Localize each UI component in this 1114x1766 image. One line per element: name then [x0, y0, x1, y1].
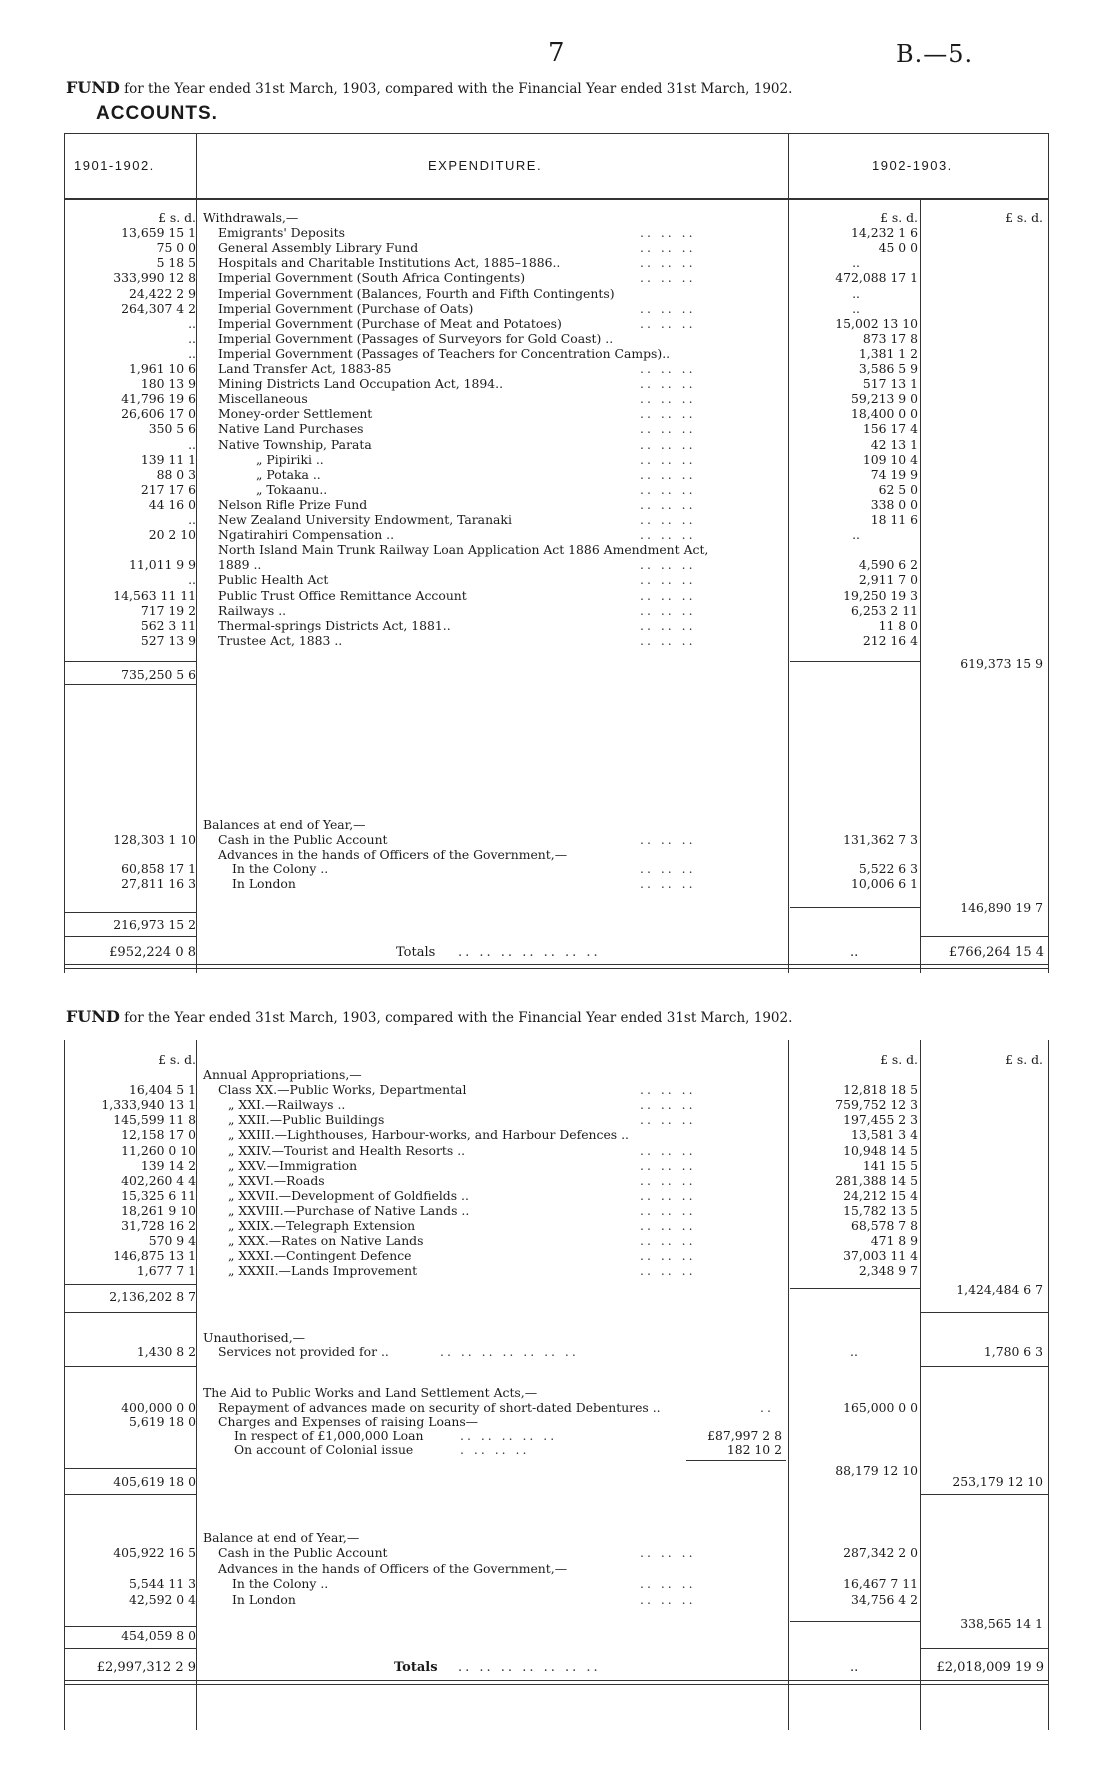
s2-subtotal-appropriations-prev: 2,136,202 8 7 [109, 1289, 196, 1304]
s1-balance-cur-value: 10,006 6 1 [851, 876, 918, 892]
s1-withdrawal-description: New Zealand University Endowment, Taranaki [218, 512, 512, 527]
s2-balance-cur-value: 287,342 2 0 [843, 1545, 918, 1561]
s2-appropriation-prev-value: 15,325 6 11 [121, 1187, 196, 1203]
dot-leader: .. .. .. [640, 466, 696, 482]
accounts-heading: ACCOUNTS. [96, 103, 218, 124]
s1-withdrawal-description: Public Trust Office Remittance Account [218, 587, 467, 603]
s2-appropriation-cur-value: 2,348 9 7 [858, 1263, 918, 1279]
s1-balance-prev-value: 27,811 16 3 [121, 876, 196, 892]
dot-leader: .. .. .. [640, 406, 696, 422]
s2-appropriation-prev-value: 11,260 0 10 [121, 1142, 196, 1158]
s1-withdrawal-description: General Assembly Library Fund [218, 240, 419, 256]
column-header-1901-1902: 1901-1902. [74, 158, 155, 173]
dot-leader: .. .. .. [640, 270, 696, 286]
s2-unauthorised-desc: Services not provided for .. [218, 1344, 389, 1359]
s1-balance-description: In London [232, 876, 296, 892]
s2-balance-description: Cash in the Public Account [218, 1545, 388, 1561]
dot-leader: .. .. .. [640, 1157, 696, 1173]
s2-balance-description: Advances in the hands of Officers of the Government,— [218, 1560, 568, 1576]
s2-totals-label: Totals [394, 1660, 438, 1675]
s2-appropriation-prev-value: 146,875 13 1 [113, 1248, 196, 1264]
s1-balance-description: In the Colony .. [232, 861, 329, 877]
s2-appropriation-prev-value: 1,333,940 13 1 [101, 1097, 196, 1113]
s1-withdrawal-cur-value: .. [852, 285, 860, 301]
s2-appropriation-prev-value: 31,728 16 2 [121, 1218, 196, 1233]
s1-withdrawal-prev-value: 350 5 6 [148, 421, 196, 437]
s1-withdrawal-prev-value: 139 11 1 [140, 451, 196, 467]
totals-1901-1902: £952,224 0 8 [109, 945, 196, 960]
s1-withdrawal-prev-value: 333,990 12 8 [113, 270, 196, 286]
s2-balance-cur-value: 34,756 4 2 [851, 1591, 918, 1607]
s1-withdrawal-prev-value: 13,659 15 1 [121, 225, 196, 241]
s2-appropriation-description: „ XXV.—Immigration [228, 1157, 358, 1173]
column-header-expenditure: EXPENDITURE. [428, 158, 543, 173]
s2-appropriation-description: „ XXXII.—Lands Improvement [228, 1263, 418, 1279]
column-header-1902-1903: 1902-1903. [872, 158, 953, 173]
s2-appropriation-description: „ XXVIII.—Purchase of Native Lands .. [228, 1202, 470, 1218]
s1-withdrawal-prev-value: 264,307 4 2 [121, 300, 196, 316]
s1-withdrawal-cur-value: .. [852, 255, 860, 271]
s2-appropriation-cur-value: 15,782 13 5 [843, 1202, 918, 1218]
dot-leader: .. .. .. [640, 1218, 696, 1233]
dot-leader: .. .. .. [640, 527, 696, 543]
s1-withdrawal-description: Native Land Purchases [218, 421, 364, 437]
s1-withdrawal-description: Native Township, Parata [218, 436, 372, 452]
totals-1902-1903: £766,264 15 4 [948, 945, 1044, 960]
s1-withdrawal-description: Public Health Act [218, 572, 329, 588]
s1-withdrawal-cur-value: 2,911 7 0 [858, 572, 918, 588]
s2-appropriation-cur-value: 12,818 18 5 [843, 1082, 918, 1098]
dot-leader: .. .. .. [640, 1112, 696, 1128]
s1-withdrawal-description: Thermal-springs Districts Act, 1881.. [218, 617, 451, 633]
s2-appropriation-prev-value: 16,404 5 1 [129, 1082, 196, 1098]
s1-withdrawal-description: „ Pipiriki .. [256, 451, 324, 467]
dot-leader: .. .. .. [640, 436, 696, 452]
s1-withdrawal-description: Money-order Settlement [218, 406, 373, 422]
s1-withdrawal-prev-value: 217 17 6 [140, 481, 196, 497]
dot-leader: .. .. .. [640, 376, 696, 392]
s1-withdrawal-prev-value: 527 13 9 [140, 632, 196, 648]
s1-withdrawal-prev-value: .. [188, 572, 196, 588]
s1-withdrawal-prev-value: 5 18 5 [156, 255, 196, 271]
dot-leader: .. .. .. [640, 481, 696, 497]
s1-withdrawal-prev-value: 11,011 9 9 [129, 557, 196, 573]
s2-appropriation-description: Class XX.—Public Works, Departmental [218, 1082, 467, 1098]
s2-appropriation-description: „ XXVI.—Roads [228, 1172, 325, 1188]
s2-subtotal-balances-prev: 454,059 8 0 [121, 1628, 196, 1643]
s1-withdrawal-cur-value: 338 0 0 [870, 496, 918, 512]
s1-withdrawal-prev-value: .. [188, 315, 196, 331]
s1-withdrawal-cur-value: 1,381 1 2 [858, 345, 918, 361]
s1-withdrawal-cur-value: 109 10 4 [862, 451, 918, 467]
totals-label: Totals [396, 945, 436, 960]
s2-appropriation-description: Annual Appropriations,— [203, 1067, 362, 1082]
s2-unauthorised-prev: 1,430 8 2 [136, 1344, 196, 1359]
s2-appropriation-description: „ XXIV.—Tourist and Health Resorts .. [228, 1142, 466, 1158]
s2-appropriation-description: „ XXIX.—Telegraph Extension [228, 1218, 416, 1233]
dot-leader: .. .. .. [640, 361, 696, 376]
s2-appropriation-prev-value: 145,599 11 8 [113, 1112, 196, 1128]
s2-appropriation-description: „ XXX.—Rates on Native Lands [228, 1233, 424, 1249]
s1-withdrawal-prev-value: 1,961 10 6 [129, 361, 196, 376]
s2-totals-mid: .. [850, 1660, 859, 1675]
s2-unit-header-total: £ s. d. [1005, 1052, 1043, 1067]
dot-leader: .. .. .. [640, 1233, 696, 1249]
s2-appropriation-cur-value: 13,581 3 4 [851, 1127, 918, 1143]
s2-unit-header-cur: £ s. d. [880, 1052, 918, 1067]
s1-withdrawal-prev-value: 44 16 0 [148, 496, 196, 512]
s2-appropriation-description: „ XXVII.—Development of Goldfields .. [228, 1187, 469, 1203]
section1-title [66, 78, 792, 97]
s1-withdrawal-cur-value: 4,590 6 2 [858, 557, 918, 573]
s2-balance-description: Balance at end of Year,— [203, 1530, 360, 1545]
unit-header-cur: £ s. d. [880, 210, 918, 225]
s2-appropriation-cur-value: 37,003 11 4 [843, 1248, 918, 1264]
s1-withdrawal-prev-value: 88 0 3 [156, 466, 196, 482]
s1-balance-prev-value: 60,858 17 1 [121, 861, 196, 877]
s1-withdrawal-description: Imperial Government (South Africa Contingents) [218, 270, 526, 286]
s1-withdrawal-prev-value: 717 19 2 [140, 602, 196, 618]
dot-leader: .. .. .. [640, 300, 696, 316]
s2-balance-description: In London [232, 1591, 296, 1607]
s1-withdrawal-description: Mining Districts Land Occupation Act, 1894.. [218, 376, 504, 392]
dot-leader: .. .. .. [640, 632, 696, 648]
dot-leader: .. .. .. [640, 421, 696, 437]
s2-aid-subtotal-prev: 405,619 18 0 [113, 1474, 196, 1489]
dot-leader: .. .. .. [640, 1202, 696, 1218]
dot-leader: .. .. .. [640, 1576, 696, 1592]
s2-appropriation-cur-value: 281,388 14 5 [835, 1172, 918, 1188]
s2-aid-repayment-desc: Repayment of advances made on security of short-dated Debentures .. [218, 1400, 661, 1415]
s2-appropriation-cur-value: 68,578 7 8 [851, 1218, 918, 1233]
s1-withdrawal-description: Nelson Rifle Prize Fund [218, 496, 368, 512]
s2-appropriation-cur-value: 197,455 2 3 [843, 1112, 918, 1128]
s2-appropriation-description: „ XXIII.—Lighthouses, Harbour-works, and Harbour Defences .. [228, 1127, 629, 1143]
s2-aid-heading: The Aid to Public Works and Land Settlement Acts,— [203, 1385, 538, 1400]
subtotal-withdrawals-1902-1903: 619,373 15 9 [960, 656, 1043, 671]
s1-withdrawal-cur-value: 42 13 1 [870, 436, 918, 452]
document-reference: B.—5. [896, 40, 974, 68]
section2-title-text: for the Year ended 31st March, 1903, compared with the Financial Year ended 31st March, 1902. [124, 1010, 793, 1026]
s1-withdrawal-cur-value: 74 19 9 [870, 466, 918, 482]
s1-withdrawal-prev-value: 41,796 19 6 [121, 391, 196, 407]
dot-leader: .. .. .. [640, 861, 696, 877]
dot-leader: .. .. .. [640, 496, 696, 512]
s2-aid-loan-amount: £87,997 2 8 [707, 1428, 782, 1443]
s2-appropriation-prev-value: 12,158 17 0 [121, 1127, 196, 1143]
dot-leader: .. .. .. [640, 1142, 696, 1158]
s1-withdrawal-cur-value: 3,586 5 9 [858, 361, 918, 376]
s2-aid-repayment-prev: 400,000 0 0 [121, 1400, 196, 1415]
s1-withdrawal-prev-value: 24,422 2 9 [129, 285, 196, 301]
s1-withdrawal-description: Ngatirahiri Compensation .. [218, 527, 395, 543]
s1-withdrawal-cur-value: 11 8 0 [878, 617, 918, 633]
dot-leader: .. .. .. [640, 391, 696, 407]
dot-leader: .. .. .. [640, 572, 696, 588]
s1-withdrawal-prev-value: 14,563 11 11 [113, 587, 196, 603]
s2-appropriation-prev-value: 402,260 4 4 [121, 1172, 196, 1188]
dot-leader: .. .. .. [640, 1187, 696, 1203]
s2-balance-prev-value: 42,592 0 4 [129, 1591, 196, 1607]
dot-leader: .. .. .. [640, 315, 696, 331]
dot-leader: .. .. .. [640, 1591, 696, 1607]
s1-withdrawal-cur-value: 156 17 4 [862, 421, 918, 437]
s2-appropriation-cur-value: 471 8 9 [870, 1233, 918, 1249]
s1-withdrawal-description: Imperial Government (Passages of Surveyors for Gold Coast) .. [218, 330, 614, 346]
dot-leader: .. .. .. [640, 451, 696, 467]
dot-leader: .. .. .. [640, 617, 696, 633]
s1-withdrawal-prev-value: 26,606 17 0 [121, 406, 196, 422]
s2-subtotal-appropriations-cur: 1,424,484 6 7 [956, 1282, 1043, 1297]
page-number: 7 [548, 38, 565, 68]
s1-withdrawal-description: Imperial Government (Purchase of Meat and Potatoes) [218, 315, 562, 331]
totals-mid-1902-1903: .. [850, 945, 859, 960]
s2-totals-cur: £2,018,009 19 9 [936, 1660, 1044, 1675]
s2-aid-charges-prev: 5,619 18 0 [129, 1414, 196, 1429]
s1-withdrawal-cur-value: 15,002 13 10 [835, 315, 918, 331]
s1-withdrawal-cur-value: 6,253 2 11 [851, 602, 918, 618]
s1-withdrawal-cur-value: 212 16 4 [862, 632, 918, 648]
subtotal-balances-1902-1903: 146,890 19 7 [960, 900, 1043, 915]
s2-appropriation-description: „ XXI.—Railways .. [228, 1097, 346, 1113]
s1-withdrawal-prev-value: .. [188, 330, 196, 346]
s1-balance-cur-value: 131,362 7 3 [843, 831, 918, 847]
s1-withdrawal-description: Emigrants' Deposits [218, 225, 345, 241]
s1-withdrawal-description: Miscellaneous [218, 391, 308, 407]
dot-leader: .. .. .. [640, 225, 696, 241]
dot-leader: .. .. .. [640, 240, 696, 256]
s1-withdrawal-description: „ Tokaanu.. [256, 481, 328, 497]
s1-balance-prev-value: 128,303 1 10 [113, 831, 196, 847]
dot-leader: .. .. .. [640, 602, 696, 618]
s1-withdrawal-cur-value: .. [852, 300, 860, 316]
s2-unauthorised-cur: 1,780 6 3 [983, 1344, 1043, 1359]
s1-withdrawal-cur-value: 45 0 0 [878, 240, 918, 256]
s2-appropriation-prev-value: 139 14 2 [140, 1157, 196, 1173]
s1-withdrawal-cur-value: 517 13 1 [862, 376, 918, 392]
s2-balance-description: In the Colony .. [232, 1576, 329, 1592]
dot-leader: .. .. .. [640, 255, 696, 271]
s1-balance-cur-value: 5,522 6 3 [858, 861, 918, 877]
s2-appropriation-description: „ XXXI.—Contingent Defence [228, 1248, 412, 1264]
section2-title [66, 1007, 792, 1026]
s1-balance-description: Balances at end of Year,— [203, 817, 366, 832]
s2-aid-repayment-cur: 165,000 0 0 [843, 1400, 918, 1415]
s2-appropriation-cur-value: 10,948 14 5 [843, 1142, 918, 1158]
s2-unit-header-prev: £ s. d. [158, 1052, 196, 1067]
s2-unauthorised-heading: Unauthorised,— [203, 1330, 306, 1345]
dot-leader: .. .. .. [640, 587, 696, 603]
s2-aid-colonial-amount: 182 10 2 [726, 1442, 782, 1457]
s2-balance-cur-value: 16,467 7 11 [843, 1576, 918, 1592]
s2-balance-prev-value: 5,544 11 3 [129, 1576, 196, 1592]
s2-appropriation-description: „ XXII.—Public Buildings [228, 1112, 385, 1128]
s2-aid-colonial-desc: On account of Colonial issue [234, 1442, 414, 1457]
s2-unauthorised-mid: .. [850, 1344, 858, 1359]
section2-title-fund: FUND [66, 1007, 120, 1026]
subtotal-withdrawals-1901-1902: 735,250 5 6 [121, 667, 196, 682]
s1-withdrawal-cur-value: 18,400 0 0 [851, 406, 918, 422]
s1-withdrawal-cur-value: 873 17 8 [862, 330, 918, 346]
dot-leader: .. .. .. [640, 557, 696, 573]
s2-subtotal-balances-cur: 338,565 14 1 [960, 1616, 1043, 1631]
s1-withdrawal-description: Imperial Government (Passages of Teachers for Concentration Camps).. [218, 345, 671, 361]
s1-withdrawal-description: Railways .. [218, 602, 287, 618]
dot-leader: .. .. .. [640, 1172, 696, 1188]
section1-title-fund: FUND [66, 78, 120, 97]
s1-withdrawal-prev-value: .. [188, 512, 196, 527]
s2-aid-charges-total: 88,179 12 10 [835, 1463, 918, 1478]
s1-withdrawal-prev-value: 75 0 0 [156, 240, 196, 256]
s2-balance-prev-value: 405,922 16 5 [113, 1545, 196, 1561]
dot-leader: .. .. .. [640, 1097, 696, 1113]
s1-withdrawal-description: Withdrawals,— [203, 210, 299, 225]
dot-leader: .. .. .. [640, 512, 696, 527]
unit-header-prev: £ s. d. [158, 210, 196, 225]
s1-withdrawal-description: Land Transfer Act, 1883-85 [218, 361, 392, 376]
s2-appropriation-cur-value: 24,212 15 4 [843, 1187, 918, 1203]
s1-withdrawal-prev-value: .. [188, 345, 196, 361]
s1-withdrawal-cur-value: 62 5 0 [878, 481, 918, 497]
s1-withdrawal-prev-value: .. [188, 436, 196, 452]
dot-leader: .. .. .. [640, 1545, 696, 1561]
dot-leader: .. .. .. [640, 1248, 696, 1264]
s2-aid-subtotal-cur: 253,179 12 10 [952, 1474, 1043, 1489]
s1-withdrawal-description: 1889 .. [218, 557, 262, 573]
s2-aid-loan-desc: In respect of £1,000,000 Loan [234, 1428, 424, 1443]
s1-withdrawal-cur-value: 472,088 17 1 [835, 270, 918, 286]
s1-withdrawal-description: North Island Main Trunk Railway Loan Application Act 1886 Amendment Act, [218, 542, 709, 558]
s1-withdrawal-cur-value: 14,232 1 6 [851, 225, 918, 241]
s1-withdrawal-cur-value: .. [852, 527, 860, 543]
s1-withdrawal-description: Imperial Government (Balances, Fourth and Fifth Contingents) [218, 285, 615, 301]
unit-header-total: £ s. d. [1005, 210, 1043, 225]
dot-leader: .. .. .. [640, 876, 696, 892]
s1-withdrawal-description: Imperial Government (Purchase of Oats) [218, 300, 474, 316]
section1-title-text: for the Year ended 31st March, 1903, compared with the Financial Year ended 31st March, 1902. [124, 81, 793, 97]
s1-withdrawal-cur-value: 59,213 9 0 [851, 391, 918, 407]
s1-balance-description: Cash in the Public Account [218, 831, 388, 847]
s1-withdrawal-prev-value: 562 3 11 [140, 617, 196, 633]
s1-withdrawal-cur-value: 18 11 6 [870, 512, 918, 527]
s2-aid-charges-desc: Charges and Expenses of raising Loans— [218, 1414, 479, 1429]
s2-appropriation-cur-value: 141 15 5 [862, 1157, 918, 1173]
s2-appropriation-prev-value: 18,261 9 10 [121, 1202, 196, 1218]
dot-leader: .. .. .. [640, 1263, 696, 1279]
s1-withdrawal-cur-value: 19,250 19 3 [843, 587, 918, 603]
s2-appropriation-prev-value: 1,677 7 1 [136, 1263, 196, 1279]
s2-appropriation-cur-value: 759,752 12 3 [835, 1097, 918, 1113]
s1-withdrawal-description: „ Potaka .. [256, 466, 321, 482]
dot-leader: .. .. .. [640, 831, 696, 847]
s1-balance-description: Advances in the hands of Officers of the Government,— [218, 846, 568, 862]
subtotal-balances-1901-1902: 216,973 15 2 [113, 917, 196, 932]
s1-withdrawal-description: Trustee Act, 1883 .. [218, 632, 343, 648]
dot-leader: .. .. .. [640, 1082, 696, 1098]
s2-appropriation-prev-value: 570 9 4 [148, 1233, 196, 1249]
s1-withdrawal-prev-value: 20 2 10 [148, 527, 196, 543]
s1-withdrawal-description: Hospitals and Charitable Institutions Act, 1885–1886.. [218, 255, 561, 271]
s2-totals-prev: £2,997,312 2 9 [96, 1660, 196, 1675]
s1-withdrawal-prev-value: 180 13 9 [140, 376, 196, 392]
